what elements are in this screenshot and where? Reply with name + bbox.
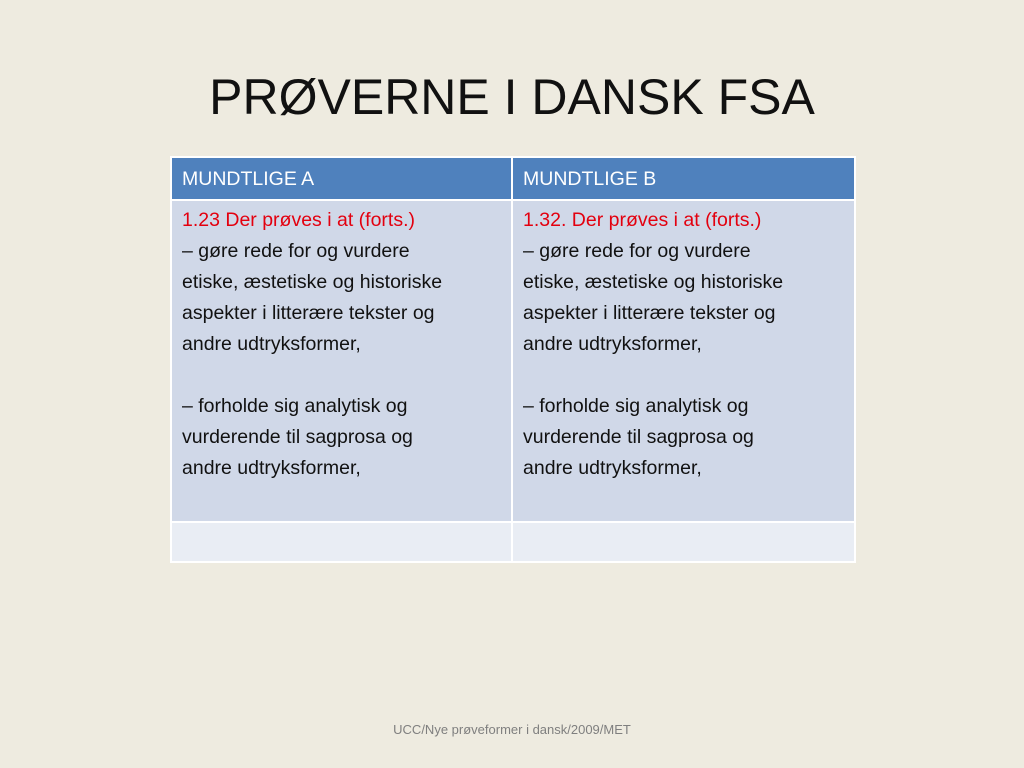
slide-title: PRØVERNE I DANSK FSA — [209, 69, 815, 125]
cell-text-line: – gøre rede for og vurdere — [523, 240, 751, 262]
empty-cell-a — [171, 522, 512, 562]
cell-text-line: vurderende til sagprosa og — [182, 426, 413, 448]
header-mundtlige-b: MUNDTLIGE B — [512, 157, 855, 200]
paragraph-gap — [523, 360, 844, 391]
content-table — [170, 156, 856, 563]
cell-text-line: andre udtryksformer, — [523, 457, 702, 479]
cell-text-line: aspekter i litterære tekster og — [182, 302, 435, 324]
paragraph-gap — [182, 360, 501, 391]
cell-text-line: etiske, æstetiske og historiske — [523, 271, 784, 293]
cell-text-line: aspekter i litterære tekster og — [523, 302, 776, 324]
slide-footer: UCC/Nye prøveformer i dansk/2009/MET — [393, 722, 631, 737]
cell-mundtlige-b — [512, 200, 855, 522]
cell-text-line: andre udtryksformer, — [182, 333, 361, 355]
cell-mundtlige-a — [171, 200, 512, 522]
table-row — [171, 200, 855, 522]
cell-text-line: – forholde sig analytisk og — [182, 395, 408, 417]
cell-text-line: etiske, æstetiske og historiske — [182, 271, 443, 293]
cell-heading: 1.32. Der prøves i at (forts.) — [523, 209, 762, 231]
cell-text-line: – forholde sig analytisk og — [523, 395, 749, 417]
cell-text-line: andre udtryksformer, — [523, 333, 702, 355]
cell-heading: 1.23 Der prøves i at (forts.) — [182, 209, 415, 231]
empty-cell-b — [512, 522, 855, 562]
table-header-row — [171, 157, 855, 200]
cell-text-line: – gøre rede for og vurdere — [182, 240, 410, 262]
header-mundtlige-a: MUNDTLIGE A — [171, 157, 512, 200]
cell-text-line: vurderende til sagprosa og — [523, 426, 754, 448]
cell-text-line: andre udtryksformer, — [182, 457, 361, 479]
table-row-empty — [171, 522, 855, 562]
